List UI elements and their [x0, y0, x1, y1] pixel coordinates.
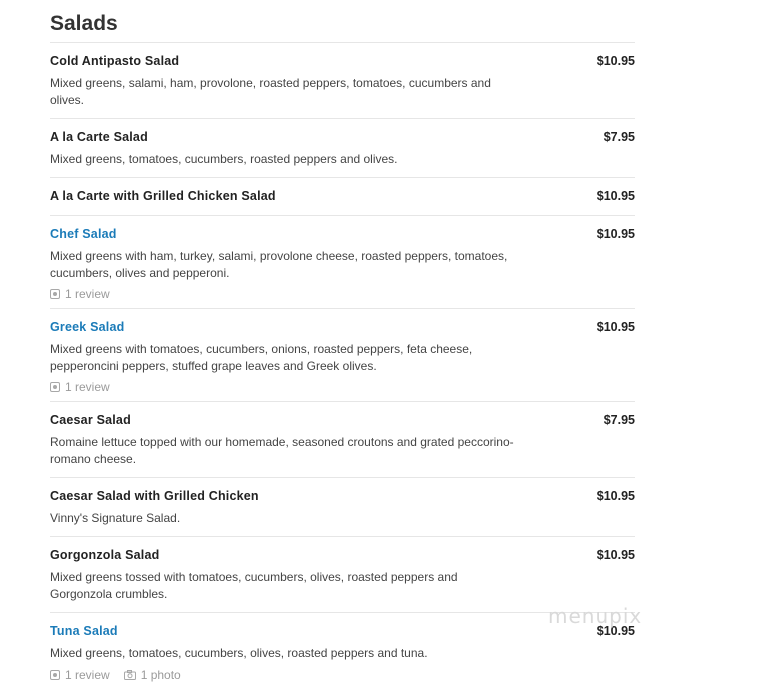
divider — [50, 215, 635, 216]
item-description: Vinny's Signature Salad. — [50, 511, 181, 525]
item-description: Mixed greens, salami, ham, provolone, roasted peppers, tomatoes, cucumbers and olives. — [50, 76, 491, 107]
watermark-logo: menupix — [548, 604, 643, 628]
item-name: Gorgonzola Salad — [50, 548, 160, 562]
review-icon — [50, 382, 60, 392]
item-description: Mixed greens with tomatoes, cucumbers, onions, roasted peppers, feta cheese, pepperoncini peppers, stuffed grape leaves and Greek olives. — [50, 342, 473, 373]
item-price: $10.95 — [596, 489, 635, 503]
photo-link[interactable] — [124, 668, 181, 682]
review-icon — [50, 289, 60, 299]
divider — [50, 477, 635, 478]
review-count: 1 review — [65, 380, 110, 394]
review-count: 1 review — [65, 287, 110, 301]
item-name-link[interactable]: Tuna Salad — [50, 624, 118, 638]
item-description: Mixed greens with ham, turkey, salami, provolone cheese, roasted peppers, tomatoes, cucumbers, olives and pepperoni. — [50, 249, 508, 280]
item-name: Caesar Salad — [50, 413, 131, 427]
divider — [50, 536, 635, 537]
item-price: $7.95 — [603, 130, 635, 144]
item-meta — [50, 287, 124, 301]
item-meta — [50, 380, 124, 394]
review-count: 1 review — [65, 668, 110, 682]
item-price: $7.95 — [603, 413, 635, 427]
item-name-link[interactable]: Greek Salad — [50, 320, 125, 334]
item-price: $10.95 — [596, 624, 635, 638]
review-icon — [50, 670, 60, 680]
section-title: Salads — [50, 12, 118, 35]
review-link[interactable] — [50, 287, 110, 301]
item-name: Caesar Salad with Grilled Chicken — [50, 489, 259, 503]
divider — [50, 308, 635, 309]
divider — [50, 42, 635, 43]
review-link[interactable] — [50, 668, 110, 682]
item-description: Romaine lettuce topped with our homemade, seasoned croutons and grated peccorino-romano cheese. — [50, 435, 514, 466]
divider — [50, 177, 635, 178]
item-name: A la Carte with Grilled Chicken Salad — [50, 189, 276, 203]
item-meta — [50, 668, 195, 682]
item-name-link[interactable]: Chef Salad — [50, 227, 117, 241]
item-description: Mixed greens, tomatoes, cucumbers, olives, roasted peppers and tuna. — [50, 646, 428, 660]
item-name: A la Carte Salad — [50, 130, 148, 144]
item-description: Mixed greens, tomatoes, cucumbers, roasted peppers and olives. — [50, 152, 398, 166]
item-description: Mixed greens tossed with tomatoes, cucumbers, olives, roasted peppers and Gorgonzola crumbles. — [50, 570, 458, 601]
item-price: $10.95 — [596, 227, 635, 241]
item-name: Cold Antipasto Salad — [50, 54, 180, 68]
camera-icon — [124, 670, 136, 680]
item-price: $10.95 — [596, 548, 635, 562]
item-price: $10.95 — [596, 189, 635, 203]
item-price: $10.95 — [596, 320, 635, 334]
review-link[interactable] — [50, 380, 110, 394]
item-price: $10.95 — [596, 54, 635, 68]
photo-count: 1 photo — [140, 668, 181, 682]
divider — [50, 401, 635, 402]
divider — [50, 118, 635, 119]
